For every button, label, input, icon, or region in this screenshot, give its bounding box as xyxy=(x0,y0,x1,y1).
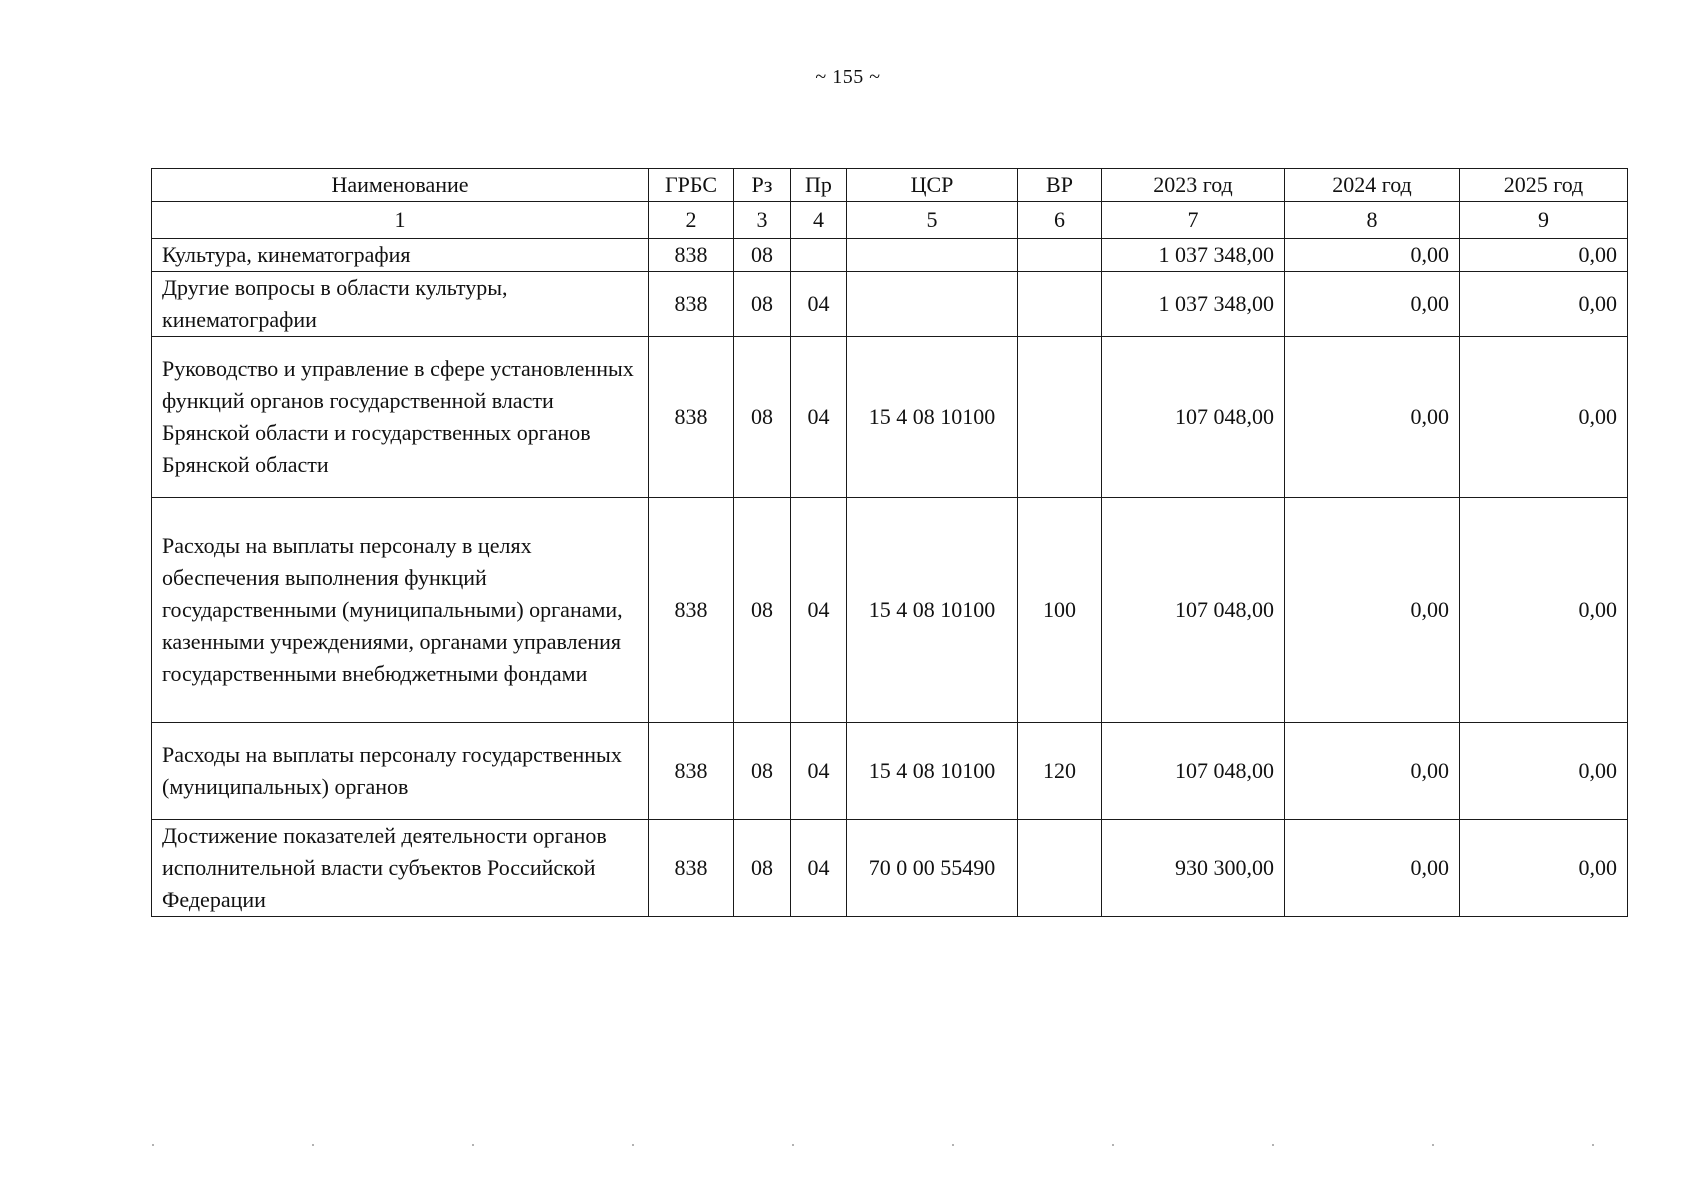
row-2023: 107 048,00 xyxy=(1102,498,1285,723)
row-2023: 1 037 348,00 xyxy=(1102,272,1285,337)
header-vr: ВР xyxy=(1018,169,1102,202)
row-grbs: 838 xyxy=(649,337,734,498)
row-name: Достижение показателей деятельности органов исполнительной власти субъектов Российской Федерации xyxy=(152,820,649,917)
row-2025: 0,00 xyxy=(1460,723,1628,820)
row-rz: 08 xyxy=(734,498,791,723)
row-pr: 04 xyxy=(791,337,847,498)
row-pr: 04 xyxy=(791,272,847,337)
row-pr xyxy=(791,239,847,272)
row-csr xyxy=(847,272,1018,337)
row-grbs: 838 xyxy=(649,498,734,723)
row-csr: 15 4 08 10100 xyxy=(847,723,1018,820)
column-number: 6 xyxy=(1018,202,1102,239)
row-vr: 120 xyxy=(1018,723,1102,820)
scan-dust-marks xyxy=(150,1143,1610,1147)
row-2024: 0,00 xyxy=(1285,820,1460,917)
header-2024: 2024 год xyxy=(1285,169,1460,202)
column-number: 5 xyxy=(847,202,1018,239)
row-2023: 930 300,00 xyxy=(1102,820,1285,917)
row-rz: 08 xyxy=(734,337,791,498)
table-row xyxy=(152,337,1628,498)
row-vr xyxy=(1018,337,1102,498)
row-vr: 100 xyxy=(1018,498,1102,723)
row-name: Культура, кинематография xyxy=(152,239,649,272)
table-row xyxy=(152,820,1628,917)
row-2023: 107 048,00 xyxy=(1102,723,1285,820)
header-name: Наименование xyxy=(152,169,649,202)
row-2024: 0,00 xyxy=(1285,337,1460,498)
table-row xyxy=(152,498,1628,723)
row-2024: 0,00 xyxy=(1285,723,1460,820)
row-2025: 0,00 xyxy=(1460,337,1628,498)
column-number: 9 xyxy=(1460,202,1628,239)
row-pr: 04 xyxy=(791,723,847,820)
row-2025: 0,00 xyxy=(1460,272,1628,337)
column-number: 3 xyxy=(734,202,791,239)
table-row xyxy=(152,239,1628,272)
table-row xyxy=(152,272,1628,337)
row-grbs: 838 xyxy=(649,723,734,820)
header-2025: 2025 год xyxy=(1460,169,1628,202)
table-row xyxy=(152,723,1628,820)
page-number: ~ 155 ~ xyxy=(815,66,881,88)
column-number: 7 xyxy=(1102,202,1285,239)
row-csr: 70 0 00 55490 xyxy=(847,820,1018,917)
row-vr xyxy=(1018,272,1102,337)
row-csr: 15 4 08 10100 xyxy=(847,337,1018,498)
column-number: 4 xyxy=(791,202,847,239)
row-name: Расходы на выплаты персоналу государственных (муниципальных) органов xyxy=(152,723,649,820)
row-name: Руководство и управление в сфере установленных функций органов государственной власти Брянской области и государственных органов Брянской области xyxy=(152,337,649,498)
column-number: 8 xyxy=(1285,202,1460,239)
header-pr: Пр xyxy=(791,169,847,202)
budget-table xyxy=(151,168,1628,917)
row-pr: 04 xyxy=(791,820,847,917)
row-pr: 04 xyxy=(791,498,847,723)
row-2024: 0,00 xyxy=(1285,272,1460,337)
row-2025: 0,00 xyxy=(1460,239,1628,272)
row-csr xyxy=(847,239,1018,272)
row-name: Расходы на выплаты персоналу в целях обеспечения выполнения функций государственными (муниципальными) органами, казенными учреждениями, органами управления государственными внебюджетными фондами xyxy=(152,498,649,723)
header-grbs: ГРБС xyxy=(649,169,734,202)
row-csr: 15 4 08 10100 xyxy=(847,498,1018,723)
header-rz: Рз xyxy=(734,169,791,202)
row-2024: 0,00 xyxy=(1285,239,1460,272)
row-2025: 0,00 xyxy=(1460,820,1628,917)
table-header-row xyxy=(152,169,1628,202)
row-2023: 1 037 348,00 xyxy=(1102,239,1285,272)
row-vr xyxy=(1018,820,1102,917)
row-rz: 08 xyxy=(734,820,791,917)
row-grbs: 838 xyxy=(649,239,734,272)
row-2023: 107 048,00 xyxy=(1102,337,1285,498)
row-name: Другие вопросы в области культуры, кинематографии xyxy=(152,272,649,337)
column-number: 2 xyxy=(649,202,734,239)
row-grbs: 838 xyxy=(649,272,734,337)
header-2023: 2023 год xyxy=(1102,169,1285,202)
column-number-row xyxy=(152,202,1628,239)
row-2024: 0,00 xyxy=(1285,498,1460,723)
column-number: 1 xyxy=(152,202,649,239)
row-rz: 08 xyxy=(734,272,791,337)
row-grbs: 838 xyxy=(649,820,734,917)
header-csr: ЦСР xyxy=(847,169,1018,202)
row-vr xyxy=(1018,239,1102,272)
row-2025: 0,00 xyxy=(1460,498,1628,723)
row-rz: 08 xyxy=(734,239,791,272)
row-rz: 08 xyxy=(734,723,791,820)
